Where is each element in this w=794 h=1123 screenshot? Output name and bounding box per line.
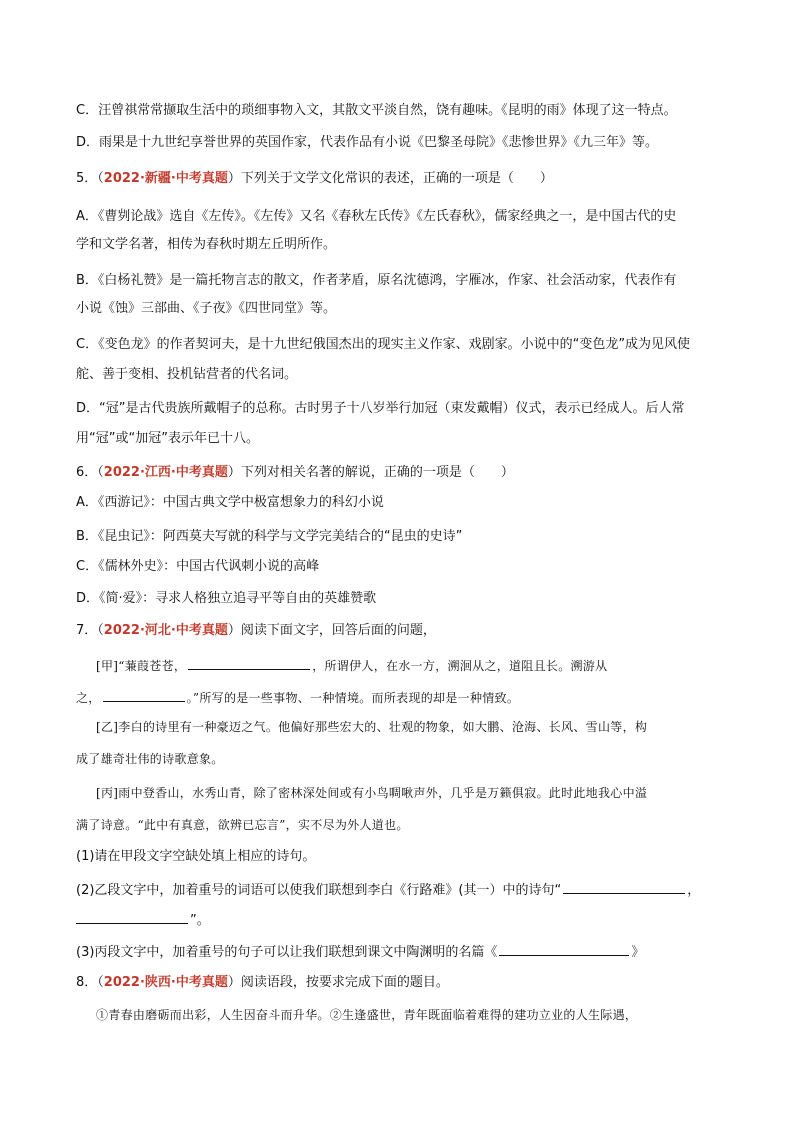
question-text: ）下列关于文学文化常识的表述，正确的一项是（ ）: [227, 171, 553, 186]
question-7-stem: [76, 622, 436, 640]
q5-option-b-line1: B．《白杨礼赞》是一篇托物言志的散文，作者茅盾，原名沈德鸿，字雁冰，作家、社会活动家，代表作有: [76, 273, 677, 288]
line-d-option: D．雨果是十九世纪享誉世界的英国作家，代表作品有小说《巴黎圣母院》《悲惨世界》《九三年》等。: [76, 135, 659, 150]
question-8-stem: [76, 974, 449, 992]
subquestion-2-line2: ”。: [76, 910, 210, 930]
question-number: 5．（: [76, 171, 104, 186]
question-source: 2022·陕西·中考真题: [103, 975, 228, 990]
q5-option-d-line2: 用“冠”或“加冠”表示年已十八。: [76, 431, 259, 446]
passage-yi-line2: 成了雄奇壮伟的诗歌意象。: [76, 752, 224, 766]
q6-option-d: D．《简·爱》：寻求人格独立追寻平等自由的英雄赞歌: [76, 591, 377, 606]
passage-yi-line1: [乙]李白的诗里有一种豪迈之气。他偏好那些宏大的、壮观的物象，如大鹏、沧海、长风、雪山等，构: [96, 720, 648, 734]
subquestion-1: (1)请在甲段文字空缺处填上相应的诗句。: [76, 849, 316, 864]
subquestion-3: (3)丙段文字中，加着重号的句子可以让我们联想到课文中陶渊明的名篇《 》: [76, 942, 644, 962]
fill-blank[interactable]: [188, 656, 310, 670]
passage-bing-line1: [丙]雨中登香山，水秀山青，除了密林深处间或有小鸟啁啾声外，几乎是万籁俱寂。此时此地我心中溢: [96, 786, 648, 800]
fill-blank[interactable]: [103, 688, 185, 702]
q5-option-a-line1: A．《曹刿论战》选自《左传》。《左传》又名《春秋左氏传》《左氏春秋》，儒家经典之一，是中国古代的史: [76, 209, 677, 224]
question-text: ）阅读下面文字，回答后面的问题，: [227, 623, 436, 638]
q5-option-a-line2: 学和文学名著，相传为春秋时期左丘明所作。: [76, 237, 337, 252]
passage-jia-line1: [甲]“蒹葭苍苍， ，所谓伊人，在水一方，溯洄从之，道阻且长。溯游从: [96, 656, 607, 675]
q5-option-b-line2: 小说《蚀》三部曲、《子夜》《四世同堂》等。: [76, 301, 337, 316]
subquestion-2-line1: (2)乙段文字中，加着重号的词语可以使我们联想到李白《行路难》(其一）中的诗句“ ，: [76, 880, 700, 900]
passage-jia-line2: 之， 。”所写的是一些事物、一种情境。而所表现的却是一种情致。: [76, 688, 519, 707]
question-6-stem: [76, 464, 514, 482]
question-number: 6．（: [76, 465, 104, 480]
passage-bing-line2: 满了诗意。“此中有真意，欲辨已忘言”，实不尽为外人道也。: [76, 818, 409, 832]
q5-option-c-line1: C．《变色龙》的作者契诃夫，是十九世纪俄国杰出的现实主义作家、戏剧家。小说中的“变色龙”成为见风使: [76, 337, 691, 352]
fill-blank[interactable]: [499, 942, 629, 956]
q6-option-b: B．《昆虫记》：阿西莫夫写就的科学与文学完美结合的“昆虫的史诗”: [76, 529, 463, 544]
question-5-stem: [76, 170, 553, 188]
question-text: ）下列对相关名著的解说，正确的一项是（ ）: [227, 465, 514, 480]
question-text: ）阅读语段，按要求完成下面的题目。: [227, 975, 449, 990]
q5-option-c-line2: 舵、善于变相、投机钻营者的代名词。: [76, 367, 298, 382]
fill-blank[interactable]: [76, 910, 188, 924]
passage-8-line1: ①青春由磨砺而出彩，人生因奋斗而升华。②生逢盛世，青年既面临着难得的建功立业的人生际遇，: [96, 1008, 638, 1022]
q5-option-d-line1: D．“冠”是古代贵族所戴帽子的总称。古时男子十八岁举行加冠（束发戴帽）仪式，表示已经成人。后人常: [76, 401, 685, 416]
q6-option-c: C．《儒林外史》：中国古代讽刺小说的高峰: [76, 559, 320, 574]
q6-option-a: A．《西游记》：中国古典文学中极富想象力的科幻小说: [76, 495, 384, 510]
question-number: 7．（: [76, 623, 104, 638]
question-source: 2022·新疆·中考真题: [103, 171, 228, 186]
fill-blank[interactable]: [563, 880, 685, 894]
question-source: 2022·河北·中考真题: [103, 623, 228, 638]
question-number: 8．（: [76, 975, 104, 990]
line-c-option: C．汪曾祺常常撷取生活中的琐细事物入文，其散文平淡自然，饶有趣味。《昆明的雨》体现了这一特点。: [76, 103, 677, 118]
question-source: 2022·江西·中考真题: [103, 465, 228, 480]
